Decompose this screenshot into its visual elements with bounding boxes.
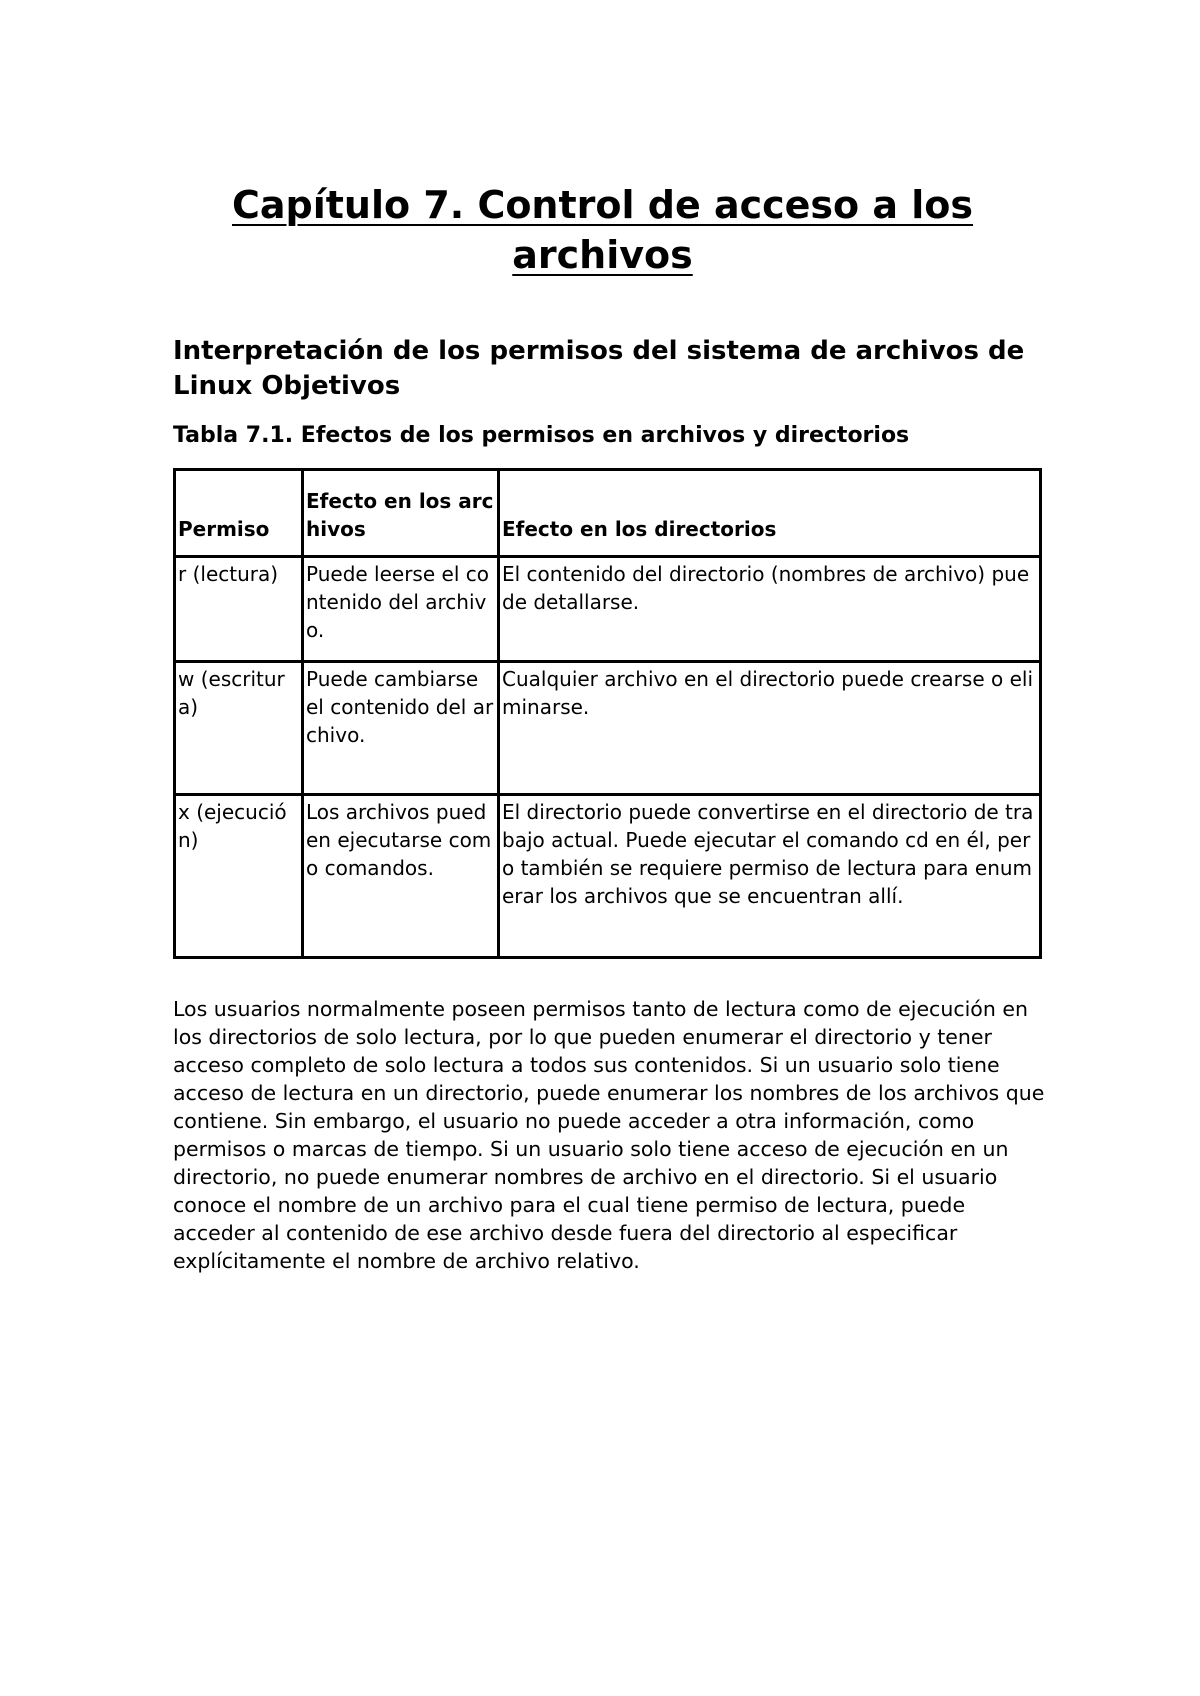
chapter-title: Capítulo 7. Control de acceso a los archivos	[232, 183, 973, 277]
table-row	[175, 795, 1041, 958]
section-heading: Interpretación de los permisos del sistema de archivos de Linux Objetivos	[173, 336, 1025, 401]
permission-cell: r (lectura)	[175, 557, 303, 662]
header-file-effect: Efecto en los archivos	[303, 470, 499, 557]
file-effect-cell: Puede cambiarse el contenido del archivo.	[303, 662, 499, 795]
permission-cell: x (ejecución)	[175, 795, 303, 958]
directory-effect-cell: Cualquier archivo en el directorio puede crearse o eliminarse.	[499, 662, 1041, 795]
directory-effect-cell: El directorio puede convertirse en el directorio de trabajo actual. Puede ejecutar el comando cd en él, pero también se requiere permiso de lectura para enumerar los archivos que se encuentran allí.	[499, 795, 1041, 958]
permissions-table	[173, 468, 1042, 959]
header-permiso: Permiso	[175, 470, 303, 557]
permission-cell: w (escritura)	[175, 662, 303, 795]
table-header-row	[175, 470, 1041, 557]
table-row	[175, 662, 1041, 795]
file-effect-cell: Los archivos pueden ejecutarse como comandos.	[303, 795, 499, 958]
table-row	[175, 557, 1041, 662]
header-directory-effect: Efecto en los directorios	[499, 470, 1041, 557]
body-paragraph: Los usuarios normalmente poseen permisos tanto de lectura como de ejecución en los directorios de solo lectura, por lo que pueden enumerar el directorio y tener acceso completo de solo lectura a todos sus contenidos. Si un usuario solo tiene acceso de lectura en un directorio, puede enumerar los nombres de los archivos que contiene. Sin embargo, el usuario no puede acceder a otra información, como permisos o marcas de tiempo. Si un usuario solo tiene acceso de ejecución en un directorio, no puede enumerar nombres de archivo en el directorio. Si el usuario conoce el nombre de un archivo para el cual tiene permiso de lectura, puede acceder al contenido de ese archivo desde fuera del directorio al especificar explícitamente el nombre de archivo relativo.	[173, 997, 1045, 1273]
table-caption: Tabla 7.1. Efectos de los permisos en archivos y directorios	[173, 423, 910, 448]
file-effect-cell: Puede leerse el contenido del archivo.	[303, 557, 499, 662]
directory-effect-cell: El contenido del directorio (nombres de archivo) puede detallarse.	[499, 557, 1041, 662]
